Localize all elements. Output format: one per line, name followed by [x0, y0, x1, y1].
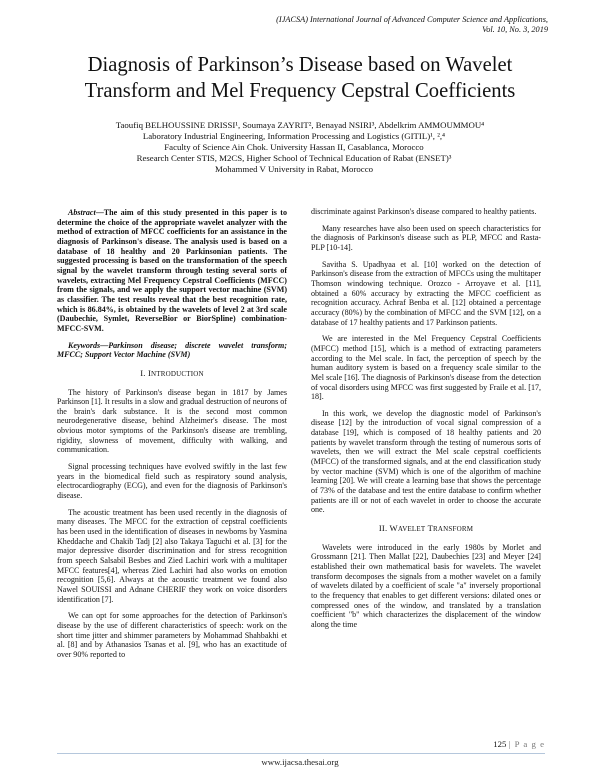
section-title-initial: T — [427, 523, 434, 534]
affiliations — [8, 131, 580, 175]
title-line-1: Diagnosis of Parkinson’s Disease based on Wavelet — [87, 54, 513, 76]
abstract-text: —The aim of this study presented in this paper is to determine the choice of the appropriate wavelet analyzer with the method of extraction of MFCC coefficients for an assistance in the diagnosis of Parkinson's disease. The analysis used is based on a database of 18 healthy and 20 Parkinsonian patients. The suggested processing is based on the transformation of the speech signal by the wavelet transform through testing several sorts of wavelets, extracting Mel Frequency Cepstral Coefficients (MFCC) from the signals, and we apply the support vector machine (SVM) as classifier. The test results reveal that the best recognition rate, which is 86.84%, is obtained by the wavelets of level 2 at 3rd scale (Daubechie, Symlet, ReverseBior or BiorSpline) combination-MFCC-SVM. — [57, 208, 287, 333]
keywords: Keywords—Parkinson disease; discrete wavelet transform; MFCC; Support Vector Machine (SVM) — [57, 340, 287, 360]
abstract — [57, 208, 287, 334]
journal-url[interactable]: www.ijacsa.thesai.org — [261, 757, 339, 767]
section-title-initial: I — [147, 367, 152, 378]
body-paragraph: We are interested in the Mel Frequency Cepstral Coefficients (MFCC) method [15], which is a method of extracting parameters according to the Mel scale. In fact, the perception of speech by the human auditory system is based on a frequency scale similar to the Mel scale [16]. The diagnosis of Parkinson's disease from the detection of vocal disorders using MFCC was first suggested by Fraile et al. [17, 18]. — [311, 334, 541, 402]
body-paragraph: discriminate against Parkinson's disease compared to healthy patients. — [311, 207, 537, 216]
journal-volume: Vol. 10, No. 3, 2019 — [482, 25, 548, 34]
affiliation-line: Faculty of Science Ain Chok. University Hassan II, Casablanca, Morocco — [164, 142, 424, 153]
section-title-rest: NTRODUCTION — [151, 369, 204, 378]
affiliation-line: Mohammed V University in Rabat, Morocco — [215, 164, 373, 175]
section-heading-wavelet-transform — [311, 524, 541, 535]
right-column — [311, 207, 541, 637]
body-paragraph: The history of Parkinson's disease began in 1817 by James Parkinson [1]. It results in a slow and gradual destruction of neurons of the brain's dark substance. It is the second most common neurodegenerative disease, behind Alzheimer's disease. The most obvious motor symptoms of the Parkinson's disease are trembling, rigidity, slowness of movement, difficulty with walking, and communication. — [57, 387, 287, 455]
section-heading-introduction — [57, 369, 287, 380]
body-paragraph: The acoustic treatment has been used recently in the diagnosis of many diseases. The MFCC for the extraction of cepstral coefficients has been used in the identification of diseases in newborns by Yasmina Kheddache and Chakib Tadj [2] also Takaya Taguchi et al. [3] for the major depressive disorder discrimination and for stress recognition from speech Salsabil Besbes and Zied Lachiri work with a multitaper MFCC features[4], whereas Zied Lachiri had also works on emotion recognition [5,6]. Always at the acoustic treatment we found also Nawel SOUISSI and Adnane CHERIF they work on voice disorders identification [7]. — [57, 507, 287, 604]
abstract-label: Abstract — [68, 208, 96, 217]
journal-name: (IJACSA) International Journal of Advanced Computer Science and Applications, — [276, 15, 548, 24]
section-title-initial: W — [389, 523, 398, 534]
body-paragraph: Many researches have also been used on speech characteristics for the diagnosis of Parkinson's disease such as PLP, MFCC and Rasta-PLP [10-14]. — [311, 223, 541, 252]
author-names: Taoufiq BELHOUSSINE DRISSI¹, Soumaya ZAYRIT², Benayad NSIRI³, Abdelkrim AMMOUMMOU⁴ — [115, 120, 485, 130]
journal-header — [128, 15, 548, 35]
paper-title — [20, 53, 580, 104]
body-paragraph: Wavelets were introduced in the early 1980s by Morlet and Grossmann [21]. Then Mallat [22], Daubechies [23] and Meyer [24] established their own mathematical basis for wavelets. The wavelet transform decomposes the signals from a mother wavelet on a family of wavelets dilated by a coefficient of scale "a" inversely proportional to the frequency that enables to get different versions: dilated ones or compressed ones of the window, and translated by a translation coefficient "b" which characterizes the displacement of the window along the time — [311, 542, 541, 629]
body-paragraph: Savitha S. Upadhyaa et al. [10] worked on the detection of Parkinson's disease from the extraction of MFCCs using the multitaper Thomson windowing technique. Orozco - Arroyave et al. [11], obtained a 60% accuracy by extracting the MFCC coefficient as recognition accuracy. Achraf Benba et al. [12] obtained a percentage accuracy (80%) by the combination of MFCC and the SVM [12], on a database of 17 healthy patients and 17 Parkinson patients. — [311, 259, 541, 327]
section-title-rest: AVELET — [397, 525, 426, 534]
page-number-value: 125 — [493, 739, 507, 749]
footer-divider — [57, 753, 545, 754]
section-number: I. — [140, 367, 146, 378]
body-paragraph: We can opt for some approaches for the detection of Parkinson's disease by the use of different characteristics of speech: work on the short time jitter and shimmer parameters by Mohammad Shahbakhi et al. [8] and by Athanasios Tsanas et al. [9], who has an exactitude of over 90% reported to — [57, 611, 287, 659]
body-paragraph: In this work, we develop the diagnostic model of Parkinson's disease [12] by the introduction of vocal signal compression of a database [19], which is composed of 18 healthy patients and 20 patients by wavelet transform through the testing of numerous sorts of wavelets, then we will extract the Mel scale cepstral coefficients (MFCC) of the transformed signals, and at the end classification study by vector machine (SVM) which is one of the algorithm of machine learning [20]. We will create a learning base that shows the percentage of 73% of the database and test the entire database to confirm whether patients are ill or not of each wavelet in order to choose the accurate one. — [311, 408, 541, 515]
left-column — [57, 208, 287, 667]
section-title-rest: RANSFORM — [433, 525, 474, 534]
affiliation-line: Laboratory Industrial Engineering, Information Processing and Logistics (GITIL)¹, ²,⁴ — [142, 131, 446, 142]
body-paragraph: Signal processing techniques have evolved swiftly in the last few years in the biomedical field such as respiratory sound analysis, electrocardiography (ECG), and even for the diagnosis of Parkinson's disease. — [57, 462, 287, 501]
page-number — [493, 739, 545, 749]
affiliation-line: Research Center STIS, M2CS, Higher School of Technical Education of Rabat (ENSET)³ — [136, 153, 452, 164]
authors-block — [20, 120, 580, 175]
section-number: II. — [378, 523, 388, 534]
page-label: | P a g e — [508, 739, 545, 749]
title-line-2: Transform and Mel Frequency Cepstral Coefficients — [84, 79, 516, 102]
